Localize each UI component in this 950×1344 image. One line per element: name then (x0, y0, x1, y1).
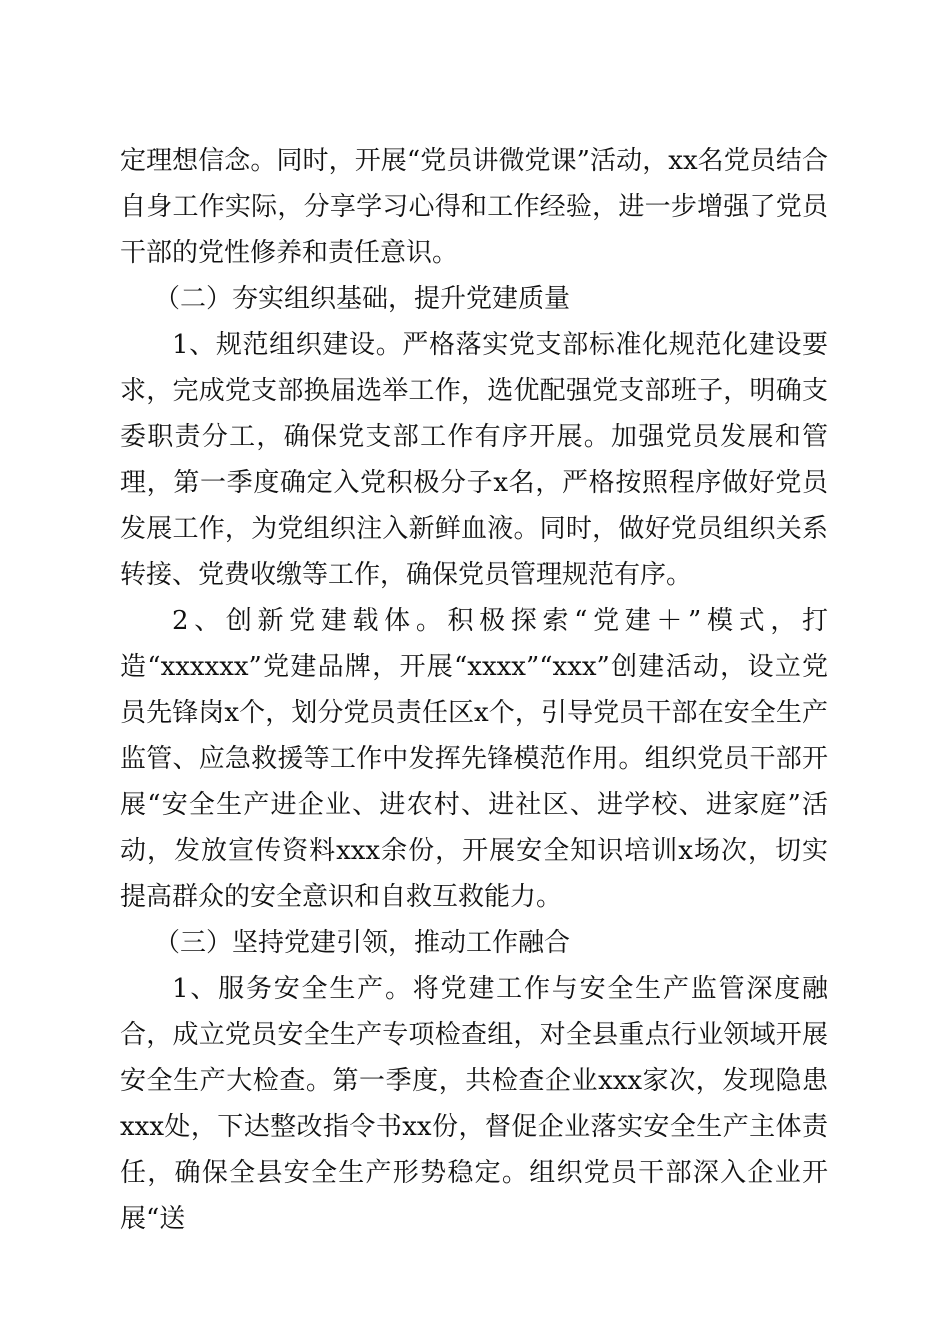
document-body (120, 138, 828, 1242)
section-heading-2: （二）夯实组织基础，提升党建质量 (154, 284, 571, 314)
paragraph-organization-building: 1、规范组织建设。严格落实党支部标准化规范化建设要求，完成党支部换届选举工作，选优配强党支部班子，明确支委职责分工，确保党支部工作有序开展。加强党员发展和管理，第一季度确定入党积极分子x名，严格按照程序做好党员发展工作，为党组织注入新鲜血液。同时，做好党员组织关系转接、党费收缴等工作，确保党员管理规范有序。 (120, 330, 828, 590)
paragraph-safety-production-service: 1、服务安全生产。将党建工作与安全生产监管深度融合，成立党员安全生产专项检查组，对全县重点行业领域开展安全生产大检查。第一季度，共检查企业xxx家次，发现隐患xxx处，下达整改指令书xx份，督促企业落实安全生产主体责任，确保全县安全生产形势稳定。组织党员干部深入企业开展“送 (120, 974, 828, 1234)
section-heading-3: （三）坚持党建引领，推动工作融合 (154, 928, 571, 958)
paragraph-continuation: 定理想信念。同时，开展“党员讲微党课”活动，xx名党员结合自身工作实际，分享学习心得和工作经验，进一步增强了党员干部的党性修养和责任意识。 (120, 146, 828, 268)
paragraph-party-building-innovation: 2、创新党建载体。积极探索“党建＋”模式，打造“xxxxxx”党建品牌，开展“xxxx”“xxx”创建活动，设立党员先锋岗x个，划分党员责任区x个，引导党员干部在安全生产监管、应急救援等工作中发挥先锋模范作用。组织党员干部开展“安全生产进企业、进农村、进社区、进学校、进家庭”活动，发放宣传资料xxx余份，开展安全知识培训x场次，切实提高群众的安全意识和自救互救能力。 (120, 606, 828, 912)
